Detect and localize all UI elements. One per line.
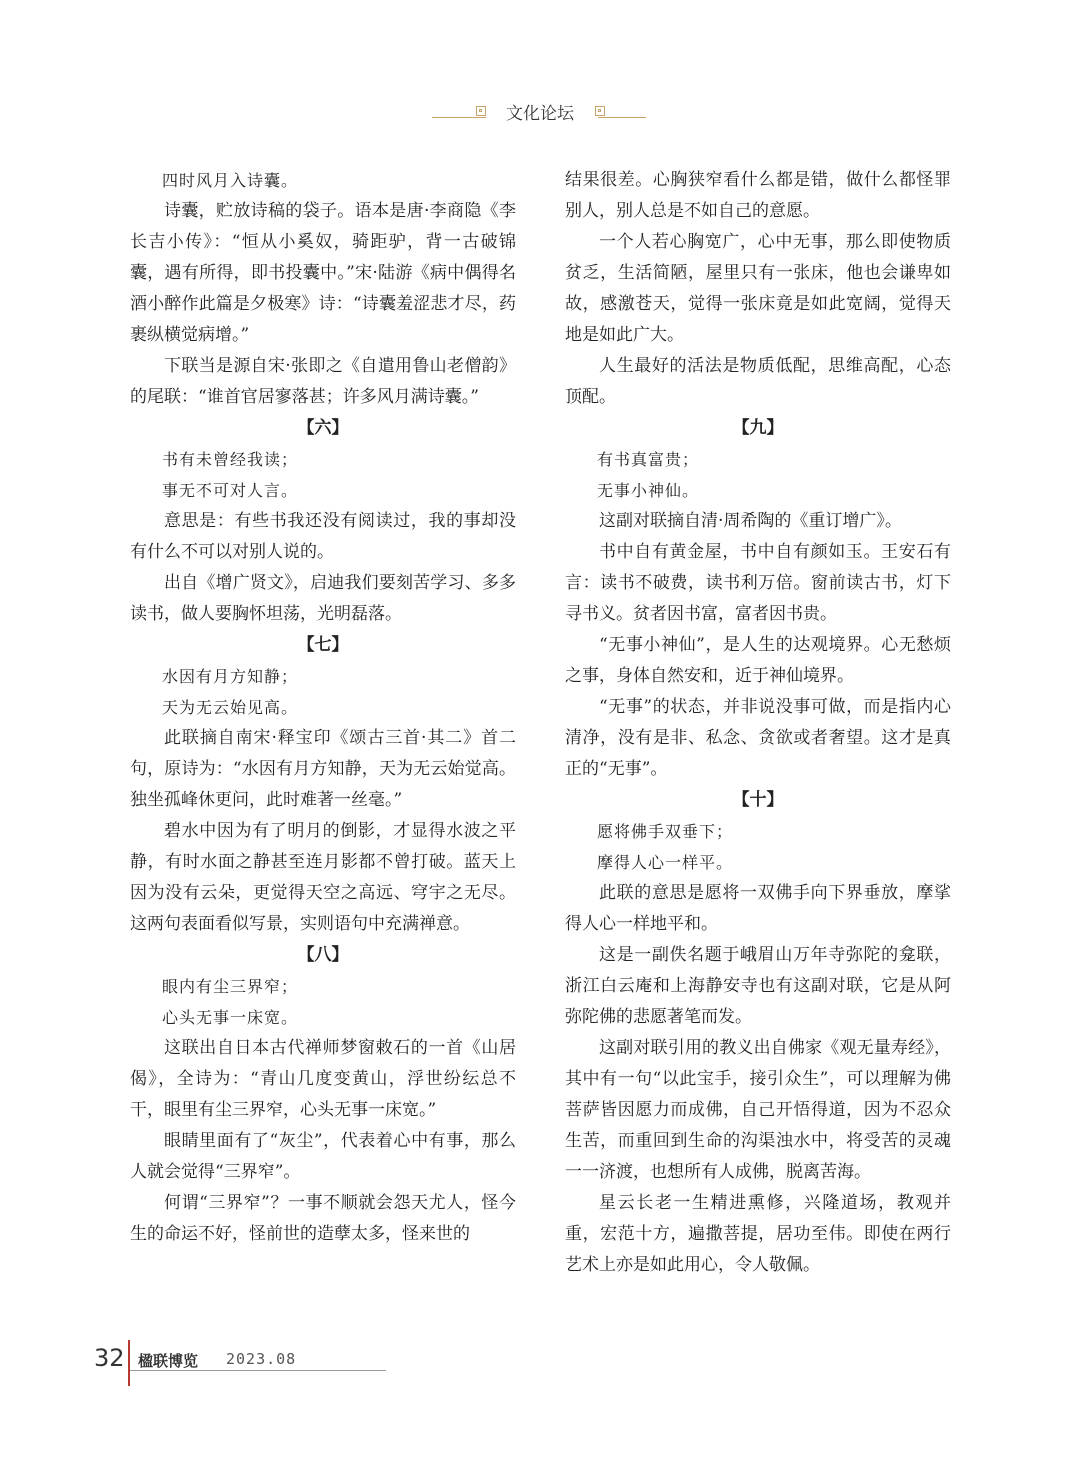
issue-date: 2023.08: [226, 1350, 297, 1368]
paragraph: 眼睛里面有了“灰尘”，代表着心中有事，那么人就会觉得“三界窄”。: [130, 1131, 516, 1182]
right-column: [565, 165, 951, 1281]
couplet-line: 无事小神仙。: [597, 481, 700, 500]
paragraph: 书中自有黄金屋，书中自有颜如玉。王安石有言：读书不破费，读书利万倍。窗前读古书，灯下寻书义。贫者因书富，富者因书贵。: [565, 542, 951, 624]
paragraph: “无事小神仙”，是人生的达观境界。心无愁烦之事，身体自然安和，近于神仙境界。: [565, 635, 951, 686]
paragraph: 星云长老一生精进熏修，兴隆道场，教观并重，宏范十方，遍撒菩提，居功至伟。即使在两行艺术上亦是如此用心，令人敬佩。: [565, 1193, 951, 1275]
couplet-line: 心头无事一床宽。: [162, 1008, 299, 1027]
paragraph: “无事”的状态，并非说没事可做，而是指内心清净，没有是非、私念、贪欲或者奢望。这才是真正的“无事”。: [565, 697, 951, 779]
left-column: [130, 165, 516, 1250]
paragraph: 结果很差。心胸狭窄看什么都是错，做什么都怪罪别人，别人总是不如自己的意愿。: [565, 170, 951, 221]
section-heading: 【七】: [297, 635, 349, 655]
section-heading: 【八】: [297, 945, 349, 965]
paragraph: 诗囊，贮放诗稿的袋子。语本是唐·李商隐《李长吉小传》：“恒从小奚奴，骑距驴，背一古破锦囊，遇有所得，即书投囊中。”宋·陆游《病中偶得名酒小醉作此篇是夕极寒》诗：“诗囊羞涩悲才尽，药裹纵横觉病增。”: [130, 201, 516, 345]
page-header: [0, 98, 1080, 128]
paragraph: 此联的意思是愿将一双佛手向下界垂放，摩挲得人心一样地平和。: [565, 883, 951, 934]
header-rule-right: [598, 117, 646, 118]
couplet-line: 书有未曾经我读；: [162, 450, 299, 469]
footer-underline: [130, 1370, 386, 1371]
paragraph: 何谓“三界窄”？一事不顺就会怨天尤人，怪今生的命运不好，怪前世的造孽太多，怪来世的: [130, 1193, 516, 1244]
couplet-line: 眼内有尘三界窄；: [162, 977, 299, 996]
couplet-line: 事无不可对人言。: [162, 481, 299, 500]
footer-divider: [128, 1340, 130, 1386]
page-footer: [94, 1340, 304, 1386]
paragraph: 这副对联摘自清·周希陶的《重订增广》。: [599, 511, 902, 531]
paragraph: 这联出自日本古代禅师梦窗敕石的一首《山居偈》，全诗为：“青山几度变黄山，浮世纷纭总不干，眼里有尘三界窄，心头无事一床宽。”: [130, 1038, 516, 1120]
paragraph: 此联摘自南宋·释宝印《颂古三首·其二》首二句，原诗为：“水因有月方知静，天为无云始觉高。独坐孤峰休更问，此时难著一丝毫。”: [130, 728, 516, 810]
paragraph: 碧水中因为有了明月的倒影，才显得水波之平静，有时水面之静甚至连月影都不曾打破。蓝天上因为没有云朵，更觉得天空之高远、穹宇之无尽。这两句表面看似写景，实则语句中充满禅意。: [130, 821, 516, 934]
couplet-line: 摩得人心一样平。: [597, 853, 734, 872]
couplet-line: 愿将佛手双垂下；: [597, 822, 734, 841]
square-ornament-icon: [595, 106, 605, 116]
paragraph: 意思是：有些书我还没有阅读过，我的事却没有什么不可以对别人说的。: [130, 511, 516, 562]
paragraph: 一个人若心胸宽广，心中无事，那么即使物质贫乏，生活简陋，屋里只有一张床，他也会谦卑如故，感激苍天，觉得一张床竟是如此宽阔，觉得天地是如此广大。: [565, 232, 951, 345]
couplet-line: 水因有月方知静；: [162, 667, 299, 686]
paragraph: 下联当是源自宋·张即之《自遣用鲁山老僧韵》的尾联：“谁首官居寥落甚；许多风月满诗囊。”: [130, 356, 516, 407]
couplet-line: 有书真富贵；: [597, 450, 700, 469]
section-heading: 【十】: [732, 790, 784, 810]
magazine-name: 楹联博览: [138, 1352, 199, 1370]
header-rule-left: [432, 117, 486, 118]
couplet-line: 天为无云始见高。: [162, 698, 299, 717]
section-title: 文化论坛: [506, 104, 574, 124]
paragraph: 这副对联引用的教义出自佛家《观无量寿经》，其中有一句“以此宝手，接引众生”，可以理解为佛菩萨皆因愿力而成佛，自己开悟得道，因为不忍众生苦，而重回到生命的沟渠浊水中，将受苦的灵魂一一济渡，也想所有人成佛，脱离苦海。: [565, 1038, 951, 1182]
couplet-line: 四时风月入诗囊。: [162, 171, 299, 190]
square-ornament-icon: [476, 106, 486, 116]
paragraph: 人生最好的活法是物质低配，思维高配，心态顶配。: [565, 356, 951, 407]
section-heading: 【六】: [297, 418, 349, 438]
section-heading: 【九】: [732, 418, 784, 438]
paragraph: 出自《增广贤文》，启迪我们要刻苦学习、多多读书，做人要胸怀坦荡，光明磊落。: [130, 573, 516, 624]
paragraph: 这是一副佚名题于峨眉山万年寺弥陀的龛联，浙江白云庵和上海静安寺也有这副对联，它是从阿弥陀佛的悲愿著笔而发。: [565, 945, 951, 1027]
page-number: 32: [94, 1344, 125, 1372]
